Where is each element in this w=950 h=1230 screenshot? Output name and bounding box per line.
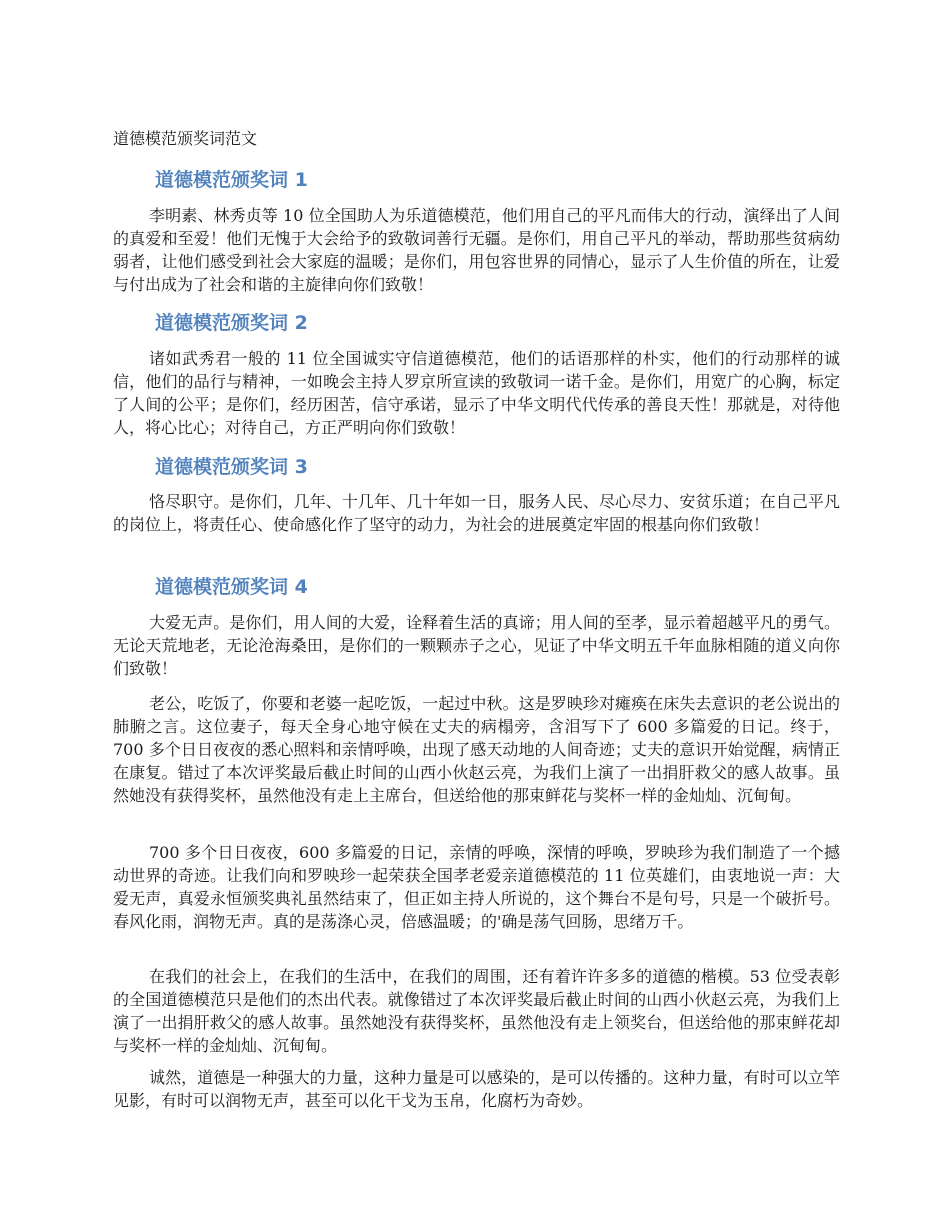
section-heading-2: 道德模范颁奖词 2 (155, 312, 308, 334)
section-4-paragraph-3: 700 多个日日夜夜，600 多篇爱的日记，亲情的呼唤，深情的呼唤，罗映珍为我们制造了一个撼动世界的奇迹。让我们向和罗映珍一起荣获全国孝老爱亲道德模范的 11 位英雄们，由衷地说一声：大爱无声，真爱永恒颁奖典礼虽然结束了，但正如主持人所说的，这个舞台不是句号，只是一个破折号。春风化雨，润物无声。真的是荡涤心灵，倍感温暖；的'确是荡气回肠，思绪万千。 (113, 843, 840, 931)
section-4-paragraph-2: 老公，吃饭了，你要和老婆一起吃饭，一起过中秋。这是罗映珍对瘫痪在床失去意识的老公说出的肺腑之言。这位妻子，每天全身心地守候在丈夫的病榻旁，含泪写下了 600 多篇爱的日记。终于，700 多个日日夜夜的悉心照料和亲情呼唤，出现了感天动地的人间奇迹；丈夫的意识开始觉醒，病情正在康复。错过了本次评奖最后截止时间的山西小伙赵云亮，为我们上演了一出捐肝救父的感人故事。虽然她没有获得奖杯，虽然他没有走上主席台，但送给他的那束鲜花与奖杯一样的金灿灿、沉甸甸。 (113, 694, 840, 805)
section-heading-4: 道德模范颁奖词 4 (155, 576, 308, 598)
section-4-paragraph-4: 在我们的社会上，在我们的生活中，在我们的周围，还有着许许多多的道德的楷模。53 位受表彰的全国道德模范只是他们的杰出代表。就像错过了本次评奖最后截止时间的山西小伙赵云亮，为我们上演了一出捐肝救父的感人故事。虽然她没有获得奖杯，虽然他没有走上领奖台，但送给他的那束鲜花却与奖杯一样的金灿灿、沉甸甸。 (113, 967, 840, 1055)
section-4-paragraph-5: 诚然，道德是一种强大的力量，这种力量是可以感染的，是可以传播的。这种力量，有时可以立竿见影，有时可以润物无声，甚至可以化干戈为玉帛，化腐朽为奇妙。 (113, 1068, 840, 1110)
section-2-paragraph-1: 诸如武秀君一般的 11 位全国诚实守信道德模范，他们的话语那样的朴实，他们的行动那样的诚信，他们的品行与精神，一如晚会主持人罗京所宣读的致敬词一诺千金。是你们，用宽广的心胸，标定了人间的公平；是你们，经历困苦，信守承诺，显示了中华文明代代传承的善良天性！那就是，对待他人，将心比心；对待自己，方正严明向你们致敬！ (113, 349, 840, 437)
section-heading-3: 道德模范颁奖词 3 (155, 456, 308, 478)
section-3-paragraph-1: 恪尽职守。是你们，几年、十几年、几十年如一日，服务人民、尽心尽力、安贫乐道；在自己平凡的岗位上，将责任心、使命感化作了坚守的动力，为社会的进展奠定牢固的根基向你们致敬！ (113, 492, 840, 534)
section-heading-1: 道德模范颁奖词 1 (155, 169, 308, 191)
section-1-paragraph-1: 李明素、林秀贞等 10 位全国助人为乐道德模范，他们用自己的平凡而伟大的行动，演绎出了人间的真爱和至爱！他们无愧于大会给予的致敬词善行无疆。是你们，用自己平凡的举动，帮助那些贫病幼弱者，让他们感受到社会大家庭的温暖；是你们，用包容世界的同情心，显示了人生价值的所在，让爱与付出成为了社会和谐的主旋律向你们致敬！ (113, 206, 840, 294)
section-4-paragraph-1: 大爱无声。是你们，用人间的大爱，诠释着生活的真谛；用人间的至孝，显示着超越平凡的勇气。无论天荒地老，无论沧海桑田，是你们的一颗颗赤子之心，见证了中华文明五千年血脉相随的道义向你们致敬！ (113, 613, 840, 678)
document-title: 道德模范颁奖词范文 (113, 129, 258, 148)
